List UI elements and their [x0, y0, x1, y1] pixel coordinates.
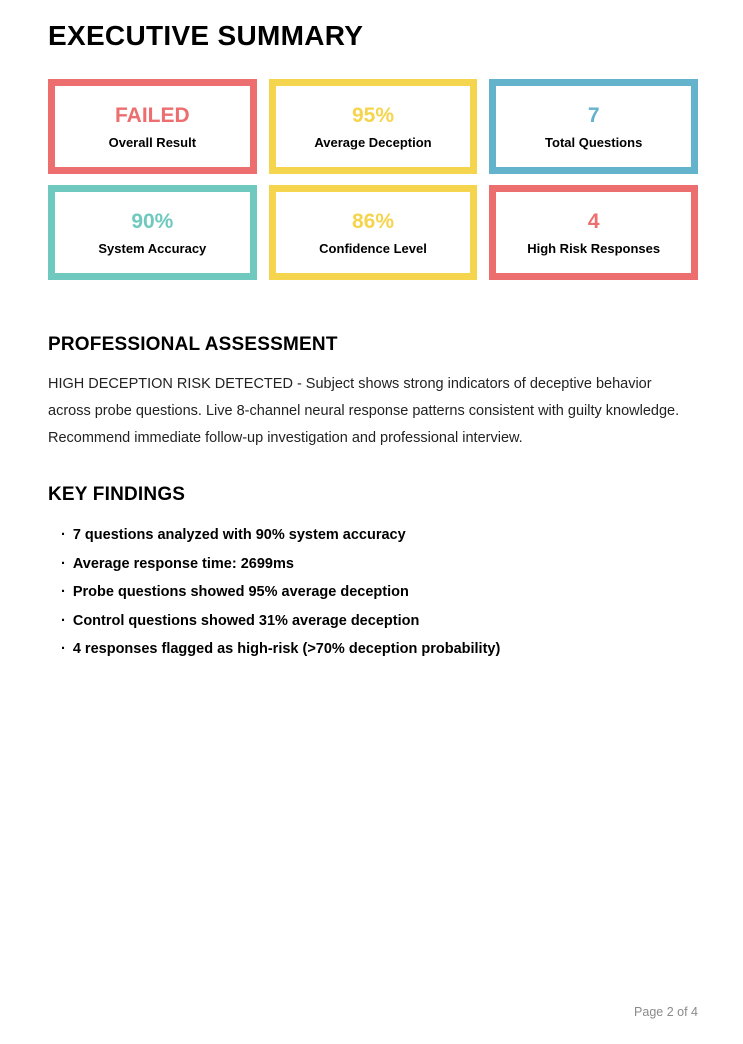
bullet-icon: ·: [61, 612, 66, 629]
finding-item-text: 7 questions analyzed with 90% system accuracy: [72, 527, 406, 543]
stat-card: [489, 185, 698, 280]
assessment-section: [48, 334, 695, 452]
stat-card-label: Average Deception: [314, 134, 432, 150]
finding-item-text: Average response time: 2699ms: [72, 555, 294, 572]
finding-item-text: Probe questions showed 95% average deception: [72, 584, 409, 600]
stat-card: [489, 79, 698, 174]
stat-card-label: High Risk Responses: [527, 240, 661, 256]
finding-item: [61, 527, 695, 543]
assessment-body-text: HIGH DECEPTION RISK DETECTED - Subject shows strong indicators of deceptive behavior across probe questions. Live 8-channel neural response patterns consistent with guilty knowledge. Recommend immediate follow-up investigation and professional interview.: [48, 376, 680, 446]
stat-card: [269, 79, 478, 174]
findings-list: [48, 527, 695, 657]
stat-card-value: 7: [587, 103, 600, 127]
findings-section: [48, 484, 695, 657]
stat-card-value: 4: [587, 209, 600, 233]
bullet-icon: ·: [61, 584, 66, 600]
findings-heading: KEY FINDINGS: [48, 484, 186, 505]
stat-card: [48, 185, 257, 280]
stat-card-label: System Accuracy: [98, 240, 207, 256]
bullet-icon: ·: [61, 641, 66, 657]
finding-item: [61, 556, 695, 572]
finding-item: [61, 584, 695, 600]
stat-card-label: Overall Result: [108, 134, 197, 150]
assessment-heading: PROFESSIONAL ASSESSMENT: [48, 334, 338, 355]
finding-item-text: Control questions showed 31% average deception: [72, 612, 420, 629]
stat-card-value: FAILED: [114, 103, 190, 127]
stat-card-value: 95%: [351, 103, 394, 127]
stat-card: [269, 185, 478, 280]
page-number: Page 2 of 4: [634, 1005, 698, 1019]
bullet-icon: ·: [61, 527, 66, 543]
stat-card-label: Total Questions: [545, 134, 643, 150]
bullet-icon: ·: [61, 555, 66, 572]
stat-cards-grid: [48, 79, 698, 280]
page-title: EXECUTIVE SUMMARY: [48, 20, 364, 51]
stat-card: [48, 79, 257, 174]
stat-card-value: 90%: [131, 209, 174, 233]
finding-item: [61, 613, 695, 629]
finding-item: [61, 641, 695, 657]
finding-item-text: 4 responses flagged as high-risk (>70% deception probability): [72, 641, 501, 657]
stat-card-label: Confidence Level: [319, 240, 427, 256]
stat-card-value: 86%: [351, 209, 394, 233]
